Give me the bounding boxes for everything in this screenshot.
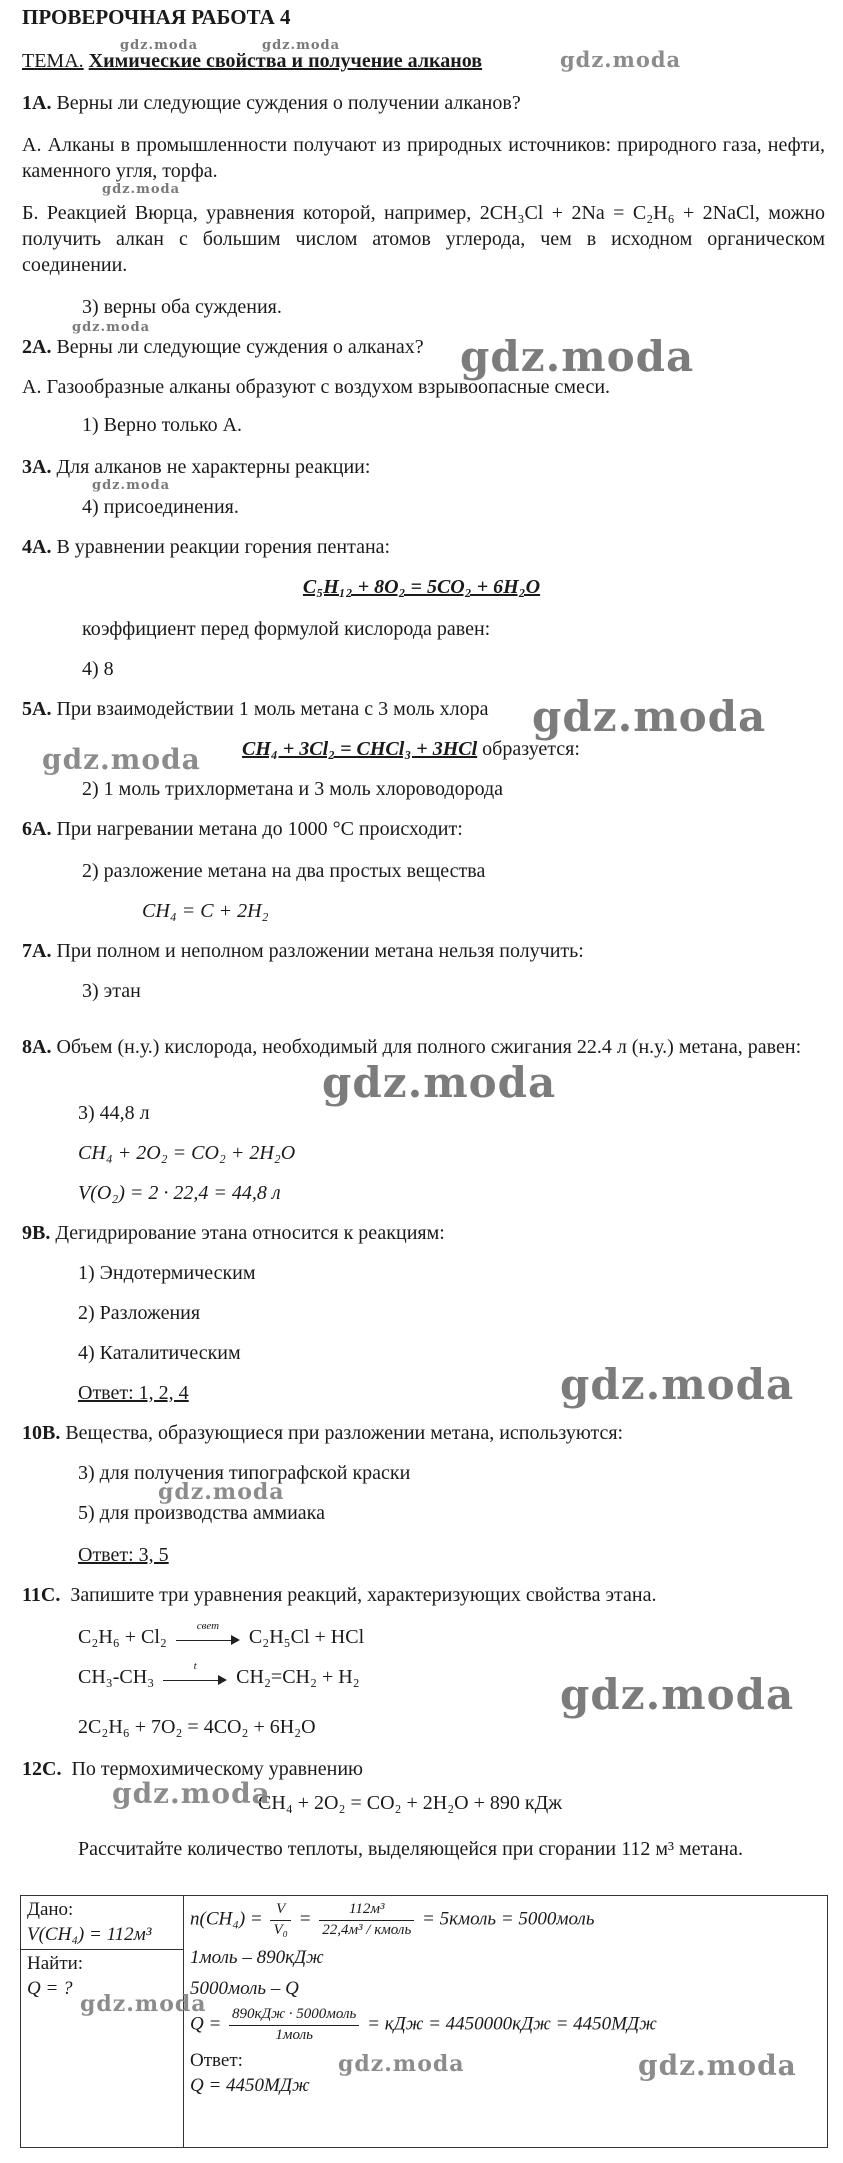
reaction-3: 2C₂H₆ + 7O₂ = 4CO₂ + 6H₂O [78, 1716, 316, 1738]
formula-heat [190, 2005, 821, 2045]
question-text: Дегидрирование этана относится к реакциям: [55, 1222, 445, 1244]
products: C₂H₅Cl + HCl [248, 1626, 365, 1648]
list-item: 3) для получения типографской краски [78, 1462, 411, 1484]
watermark: gdz.moda [338, 2051, 465, 2077]
watermark: gdz.moda [560, 47, 682, 72]
question-1 [22, 90, 825, 116]
statement-a: А. Алканы в промышленности получают из природных источников: природного газа, нефти, каменного угля, торфа. [22, 134, 825, 182]
question-9 [22, 1220, 825, 1246]
page-title: ПРОВЕРОЧНАЯ РАБОТА 4 [22, 5, 291, 29]
equation: C₅H₁₂ + 8O₂ = 5CO₂ + 6H₂O [302, 576, 541, 598]
question-6 [22, 816, 825, 842]
statement-b: Б. Реакцией Вюрца, уравнения которой, например, 2CH₃Cl + 2Na = C₂H₆ + 2NaCl, можно получить алкан с большим числом атомов углерода, чем в исходном органическом соединении. [22, 202, 825, 276]
question-number: 2А. [22, 336, 52, 358]
watermark: gdz.moda [560, 1360, 795, 1409]
question-number: 8А. [22, 1036, 52, 1058]
watermark: gdz.moda [262, 38, 341, 53]
question-number: 11С. [22, 1584, 61, 1606]
formula-result: = кДж = 4450000кДж = 4450МДж [367, 2013, 657, 2035]
list-item: 2) Разложения [78, 1302, 201, 1324]
question-number: 12С. [22, 1758, 62, 1780]
watermark: gdz.moda [92, 478, 171, 493]
question-text: Объем (н.у.) кислорода, необходимый для полного сжигания 22.4 л (н.у.) метана, равен: [56, 1036, 802, 1058]
topic-text: Химические свойства и получение алканов [88, 50, 483, 72]
products: CH₂=CH₂ + H₂ [236, 1666, 360, 1688]
formula-left: Q = [190, 2013, 222, 2035]
given-cell [21, 1896, 184, 1950]
reaction-arrow [163, 1660, 227, 1687]
question-11 [22, 1582, 825, 1608]
watermark: gdz.moda [112, 1777, 271, 1810]
question-number: 3А. [22, 456, 52, 478]
reaction-arrow [176, 1620, 240, 1647]
task-text: Рассчитайте количество теплоты, выделяющейся при сгорании 112 м³ метана. [78, 1838, 743, 1860]
watermark: gdz.moda [158, 1479, 285, 1505]
equation: CH₄ + 3Cl₂ = CHCl₃ + 3HCl [242, 738, 478, 760]
answer: 4) присоединения. [82, 496, 239, 518]
reaction-1 [78, 1620, 825, 1650]
reactants: CH₃-CH₃ [78, 1666, 155, 1688]
formula-moles: n(CH₄) = $\frac{V}{\text{V₀}}$ = $\frac{\text{112м³}}{\text{22,4м³ / кмоль}}$ = 5кмоль = 5000моль [190, 1898, 821, 1940]
answer: Ответ: 3, 5 [78, 1544, 169, 1566]
question-text: При взаимодействии 1 моль метана с 3 моль хлора [56, 698, 489, 720]
equation: CH₄ + 2O₂ = CO₂ + 2H₂O [78, 1142, 296, 1164]
list-item: 4) Каталитическим [78, 1342, 241, 1364]
watermark: gdz.moda [460, 332, 695, 381]
reaction-condition: свет [196, 1620, 220, 1633]
find-cell [21, 1950, 184, 2148]
question-2 [22, 334, 825, 360]
watermark: gdz.moda [560, 1670, 795, 1719]
question-3 [22, 454, 825, 480]
equation: CH₄ = C + 2H₂ [142, 900, 269, 922]
list-item: 1) Эндотермическим [78, 1262, 256, 1284]
statement-a: А. Газообразные алканы образуют с воздухом взрывоопасные смеси. [22, 376, 611, 398]
question-7 [22, 938, 825, 964]
question-10 [22, 1420, 825, 1446]
topic-label: ТЕМА. [22, 50, 84, 72]
answer: 4) 8 [82, 658, 114, 680]
reaction-condition: t [193, 1660, 197, 1673]
question-text: Верны ли следующие суждения о алканах? [56, 336, 424, 358]
fraction [229, 2005, 359, 2045]
answer: 3) этан [82, 980, 141, 1002]
question-text: Запишите три уравнения реакций, характеризующих свойства этана. [70, 1584, 657, 1606]
watermark: gdz.moda [322, 1058, 557, 1107]
answer: Ответ: 1, 2, 4 [78, 1382, 189, 1404]
answer: Q = 4450МДж [190, 2075, 310, 2097]
watermark: gdz.moda [72, 320, 151, 335]
solution-table [20, 1895, 828, 2148]
question-number: 6А. [22, 818, 52, 840]
fraction [270, 1900, 290, 1940]
question-text: При полном и неполном разложении метана нельзя получить: [56, 940, 584, 962]
denominator: 22,4м³ / кмоль [322, 1921, 412, 1938]
watermark: gdz.moda [102, 182, 181, 197]
denominator: 1моль [275, 2026, 313, 2043]
question-text: Верны ли следующие суждения о получении алканов? [56, 92, 521, 114]
numerator: V [270, 1900, 290, 1921]
fraction [319, 1900, 414, 1940]
question-number: 5А. [22, 698, 52, 720]
question-number: 1А. [22, 92, 52, 114]
question-number: 9В. [22, 1222, 51, 1244]
formula-left: n(CH₄) = [190, 1908, 263, 1930]
question-4 [22, 534, 825, 560]
proportion-line-1: 1моль – 890кДж [190, 1947, 324, 1968]
question-text-continued: образуется: [482, 738, 580, 760]
numerator: 890кДж · 5000моль [229, 2005, 359, 2026]
answer: 2) 1 моль трихлорметана и 3 моль хлороводорода [82, 778, 504, 800]
question-text: По термохимическому уравнению [71, 1758, 363, 1780]
given-value: V(CH₄) = 112м³ [27, 1923, 152, 1945]
solution-cell [184, 1896, 828, 2148]
list-item: 5) для производства аммиака [78, 1502, 325, 1524]
question-number: 10В. [22, 1422, 61, 1444]
question-text-continued: коэффициент перед формулой кислорода равен: [82, 618, 491, 640]
question-text: Вещества, образующиеся при разложении метана, используются: [65, 1422, 624, 1444]
answer: 1) Верно только А. [82, 414, 243, 436]
question-text: В уравнении реакции горения пентана: [56, 536, 391, 558]
watermark: gdz.moda [120, 38, 199, 53]
find-label: Найти: [27, 1953, 84, 1975]
watermark: gdz.moda [80, 1991, 207, 2017]
watermark: gdz.moda [638, 2049, 797, 2082]
given-label: Дано: [27, 1899, 74, 1920]
answer: 3) 44,8 л [78, 1102, 150, 1124]
denominator: V₀ [273, 1921, 288, 1938]
answer-label: Ответ: [190, 2050, 243, 2072]
question-number: 4А. [22, 536, 52, 558]
question-text: Для алканов не характерны реакции: [56, 456, 371, 478]
question-number: 7А. [22, 940, 52, 962]
reactants: C₂H₆ + Cl₂ [78, 1626, 167, 1648]
proportion-line-2: 5000моль – Q [190, 1977, 299, 1999]
calculation: V(O₂) = 2 · 22,4 = 44,8 л [78, 1182, 281, 1204]
watermark: gdz.moda [532, 692, 767, 741]
equation: CH₄ + 2O₂ = CO₂ + 2H₂O + 890 кДж [258, 1792, 563, 1814]
question-text: При нагревании метана до 1000 °С происходит: [56, 818, 463, 840]
formula-result: = 5кмоль = 5000моль [422, 1908, 595, 1930]
answer: 2) разложение метана на два простых вещества [82, 860, 486, 882]
answer: 3) верны оба суждения. [82, 296, 282, 318]
numerator: 112м³ [319, 1900, 414, 1921]
watermark: gdz.moda [42, 743, 201, 776]
find-value: Q = ? [27, 1978, 73, 2000]
